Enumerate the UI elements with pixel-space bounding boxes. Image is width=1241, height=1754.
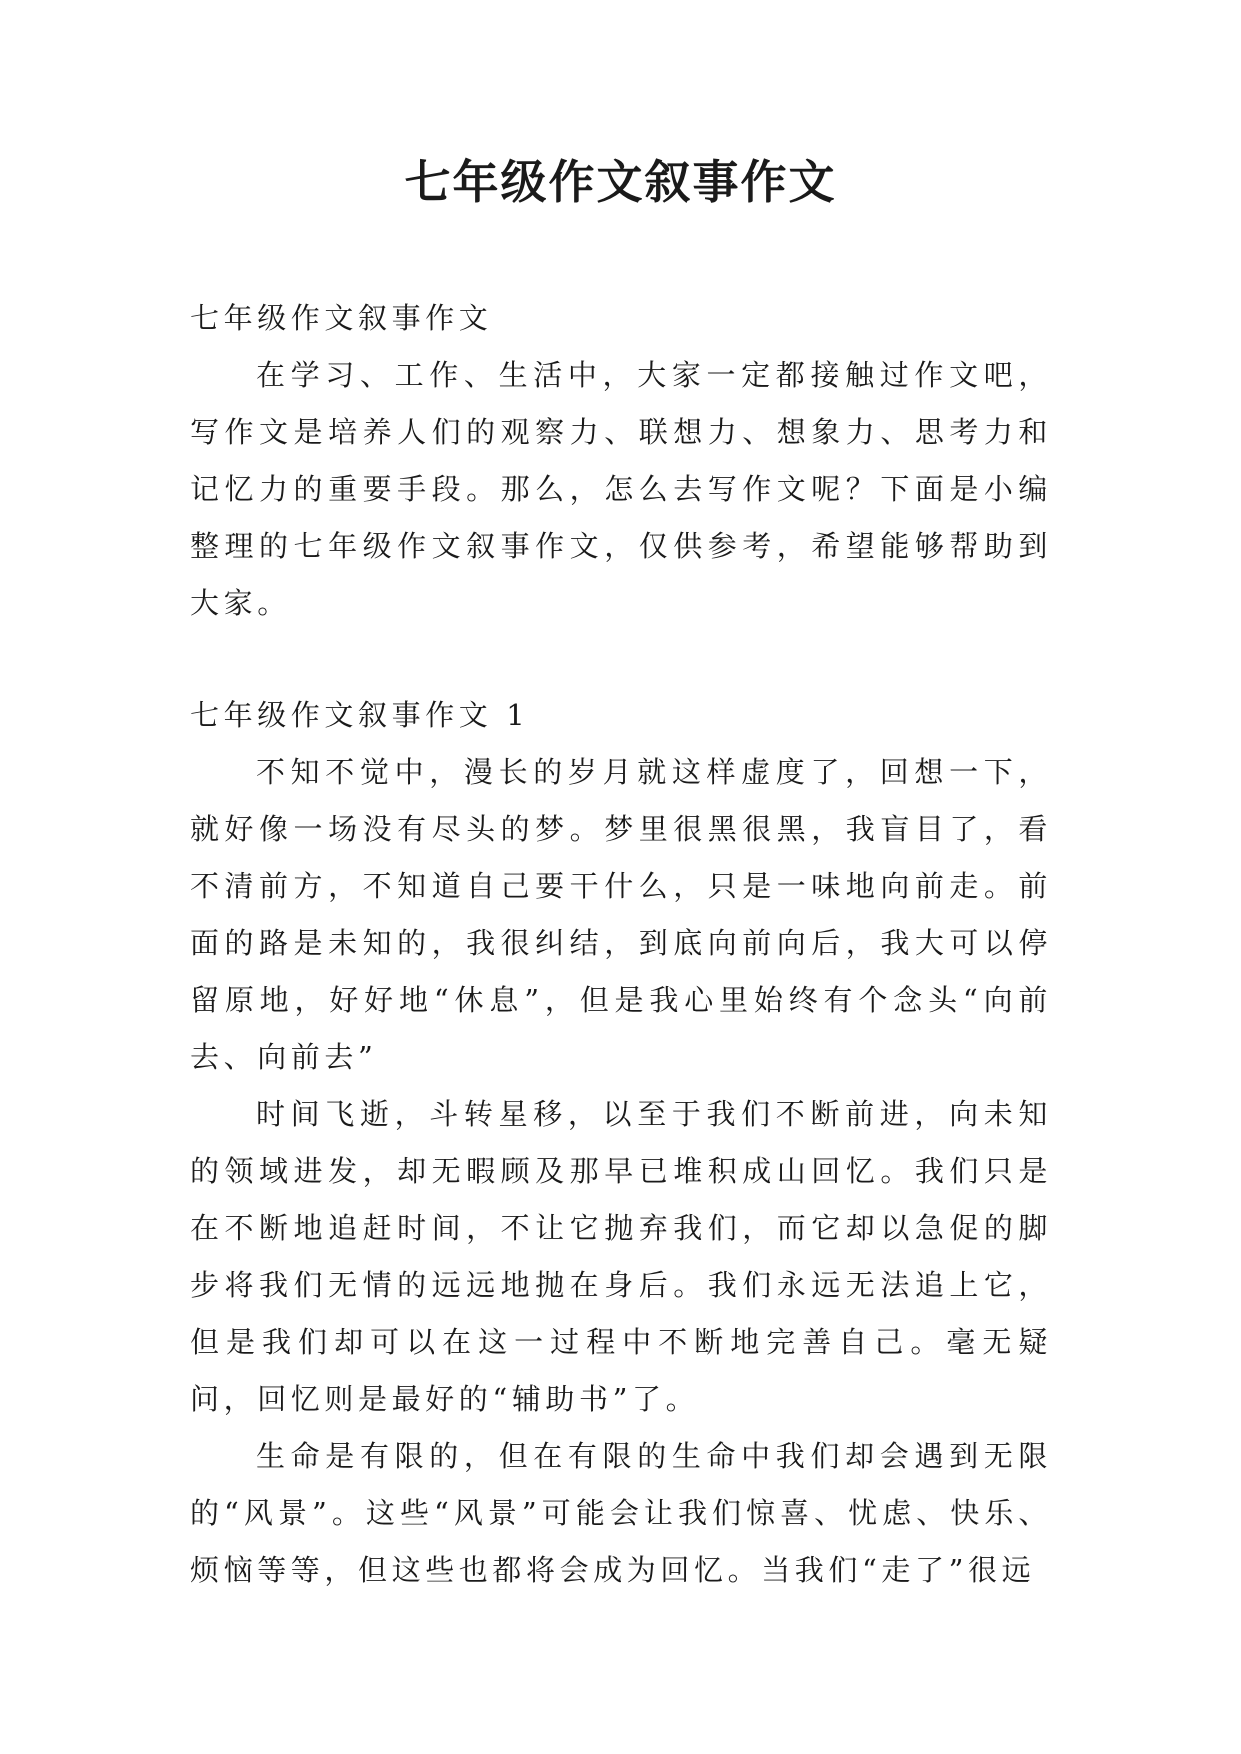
section-spacer xyxy=(190,632,1052,687)
section-heading: 七年级作文叙事作文 1 xyxy=(190,698,530,732)
page-title: 七年级作文叙事作文 xyxy=(404,155,837,209)
body-paragraph: 生命是有限的，但在有限的生命中我们却会遇到无限的“风景”。这些“风景”可能会让我们惊喜、忧虑、快乐、烦恼等等，但这些也都将会成为回忆。当我们“走了”很远 xyxy=(190,1439,1052,1587)
intro-paragraph: 在学习、工作、生活中，大家一定都接触过作文吧，写作文是培养人们的观察力、联想力、想象力、思考力和记忆力的重要手段。那么，怎么去写作文呢？下面是小编整理的七年级作文叙事作文，仅供参考，希望能够帮助到大家。 xyxy=(190,358,1052,620)
body-paragraph: 不知不觉中，漫长的岁月就这样虚度了，回想一下，就好像一场没有尽头的梦。梦里很黑很黑，我盲目了，看不清前方，不知道自己要干什么，只是一味地向前走。前面的路是未知的，我很纠结，到底向前向后，我大可以停留原地，好好地“休息”，但是我心里始终有个念头“向前去、向前去” xyxy=(190,755,1052,1074)
intro-heading: 七年级作文叙事作文 xyxy=(190,301,493,335)
body-paragraph: 时间飞逝，斗转星移，以至于我们不断前进，向未知的领域进发，却无暇顾及那早已堆积成山回忆。我们只是在不断地追赶时间，不让它抛弃我们，而它却以急促的脚步将我们无情的远远地抛在身后。我们永远无法追上它，但是我们却可以在这一过程中不断地完善自己。毫无疑问，回忆则是最好的“辅助书”了。 xyxy=(190,1097,1052,1416)
document-body xyxy=(190,290,1052,1599)
